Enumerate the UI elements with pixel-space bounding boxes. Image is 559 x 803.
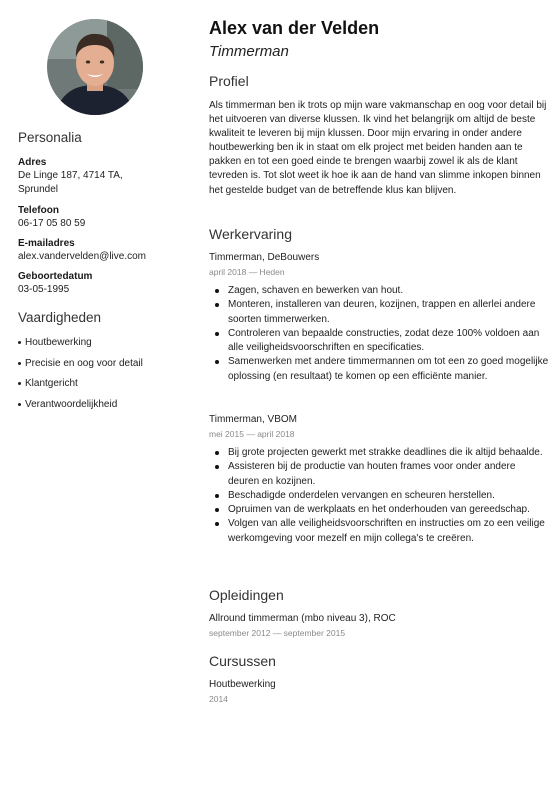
- personalia-heading: Personalia: [18, 130, 82, 145]
- list-item: [215, 460, 549, 489]
- bullet-icon: [215, 289, 219, 293]
- list-item: [215, 517, 549, 546]
- bullet-text: Opruimen van de werkplaats en het onderhouden van gereedschap.: [228, 504, 530, 516]
- phone-label: Telefoon: [18, 205, 59, 216]
- bullet-icon: [215, 451, 219, 455]
- birthdate-label: Geboortedatum: [18, 271, 93, 282]
- address-line1: De Linge 187, 4714 TA,: [18, 170, 123, 181]
- skill-label: Verantwoordelijkheid: [25, 399, 118, 411]
- bullet-text: Beschadigde onderdelen vervangen en scheuren herstellen.: [228, 489, 495, 501]
- bullet-icon: [215, 494, 219, 498]
- email-label: E-mailadres: [18, 238, 75, 249]
- list-item: [215, 327, 549, 356]
- candidate-role: Timmerman: [209, 43, 289, 60]
- phone-value: 06-17 05 80 59: [18, 218, 86, 229]
- job-title: Timmerman, VBOM: [209, 414, 297, 425]
- birthdate-value: 03-05-1995: [18, 284, 70, 295]
- job-dates: april 2018 — Heden: [209, 267, 285, 277]
- bullet-text: Controleren van bepaalde constructies, zodat deze 100% voldoen aan alle veiligheidsvoorschriften en specificaties.: [228, 327, 540, 354]
- list-item: [215, 446, 549, 460]
- bullet-icon: [18, 403, 21, 406]
- list-item: [215, 355, 549, 384]
- email-value: alex.vandervelden@live.com: [18, 251, 146, 262]
- skill-item: [18, 336, 188, 349]
- job-bullet-list: [215, 284, 549, 384]
- address-line2: Sprundel: [18, 184, 59, 195]
- address-block: [18, 156, 188, 197]
- candidate-name: Alex van der Velden: [209, 18, 380, 38]
- skill-item: [18, 377, 188, 390]
- bullet-icon: [215, 508, 219, 512]
- address-label: Adres: [18, 157, 47, 168]
- bullet-icon: [215, 303, 219, 307]
- bullet-icon: [215, 332, 219, 336]
- list-item: [215, 489, 549, 503]
- bullet-icon: [18, 341, 21, 344]
- bullet-text: Bij grote projecten gewerkt met strakke deadlines die ik altijd behaalde.: [228, 447, 543, 458]
- bullet-icon: [215, 522, 219, 526]
- job-dates: mei 2015 — april 2018: [209, 429, 295, 439]
- skills-heading: Vaardigheden: [18, 310, 102, 325]
- education-heading: Opleidingen: [209, 587, 284, 603]
- job-title: Timmerman, DeBouwers: [209, 252, 320, 263]
- courses-heading: Cursussen: [209, 653, 276, 669]
- skill-item: [18, 398, 188, 411]
- profile-text: Als timmerman ben ik trots op mijn ware vakmanschap en oog voor detail bij het uitvoeren van diverse klussen. Ik vind het belangrijk om altijd de beste kwaliteit te leveren bij mijn klussen. Door mijn ervaring in onder andere houtbewerking ben ik in staat om elk project met beiden handen aan te pakken en tot een goed einde te brengen waarbij zowel ik als de klant tevreden is. Tot slot weet ik hoe ik aan de hand van slimme inkopen binnen het gestelde budget van de betreffende klus kan blijven.: [209, 100, 547, 196]
- bullet-text: Assisteren bij de productie van houten frames voor onder andere deuren en kozijnen.: [228, 461, 516, 487]
- skill-label: Klantgericht: [25, 378, 78, 390]
- skill-item: [18, 357, 188, 370]
- bullet-icon: [18, 362, 21, 365]
- skills-list: [18, 336, 188, 419]
- bullet-text: Volgen van alle veiligheidsvoorschriften en instructies om zo een veilige werkomgeving voor mezelf en mijn collega's te creëren.: [228, 518, 545, 544]
- skill-label: Houtbewerking: [25, 337, 92, 348]
- email-block: [18, 237, 188, 264]
- bullet-text: Monteren, installeren van deuren, kozijnen, trappen en allerlei andere soorten timmerwerken.: [228, 299, 536, 325]
- bullet-icon: [18, 382, 21, 385]
- profile-heading: Profiel: [209, 73, 249, 89]
- birthdate-block: [18, 270, 188, 297]
- sidebar: [0, 0, 190, 803]
- experience-heading: Werkervaring: [209, 226, 292, 242]
- bullet-icon: [215, 360, 219, 364]
- profile-photo: [47, 19, 143, 115]
- bullet-text: Samenwerken met andere timmermannen om tot een zo goed mogelijke oplossing (en resultaat) te komen op een efficiënte manier.: [228, 356, 549, 382]
- bullet-icon: [215, 465, 219, 469]
- list-item: [215, 503, 549, 517]
- list-item: [215, 298, 549, 327]
- list-item: [215, 284, 549, 298]
- bullet-text: Zagen, schaven en bewerken van hout.: [228, 285, 404, 296]
- course-dates: 2014: [209, 694, 228, 704]
- job-bullet-list: [215, 446, 549, 546]
- education-dates: september 2012 — september 2015: [209, 628, 346, 638]
- skill-label: Precisie en oog voor detail: [25, 357, 143, 369]
- course-title: Houtbewerking: [209, 679, 276, 690]
- phone-block: [18, 204, 188, 231]
- education-title: Allround timmerman (mbo niveau 3), ROC: [209, 613, 396, 624]
